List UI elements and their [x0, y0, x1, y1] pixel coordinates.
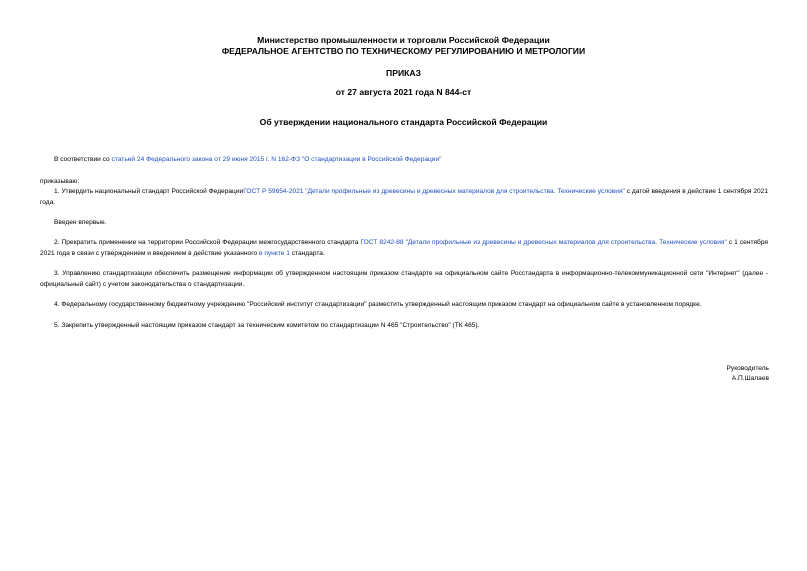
item-2-middle: с 1 сентября 2021 года в связи с утверждением и введением в действие указанного: [40, 239, 768, 257]
document-title: Об утверждении национального стандарта Российской Федерации: [259, 117, 548, 127]
agency-name: ФЕДЕРАЛЬНОЕ АГЕНТСТВО ПО ТЕХНИЧЕСКОМУ РЕГУЛИРОВАНИЮ И МЕТРОЛОГИИ: [221, 46, 586, 56]
federal-law-link[interactable]: статьей 24 Федерального закона от 29 июня 2015 г. N 162-ФЗ "О стандартизации в Российской Федерации": [111, 156, 442, 163]
signature-name: А.П.Шалаев: [731, 375, 769, 382]
item-4-paragraph: 4. Федеральному государственному бюджетному учреждению "Российский институт стандартизации" разместить утвержденный настоящим приказом стандарт на официальном сайте в установленном порядке.: [54, 301, 702, 308]
item-3-paragraph: 3. Управлению стандартизации обеспечить размещение информации об утвержденном настоящим приказом стандарте на официальном сайте Росстандарта в информационно-телекоммуникационной сети "Интернет" (далее - официальный сайт) с учетом законодательства о стандартизации.: [40, 270, 768, 288]
document-date-number: от 27 августа 2021 года N 844-ст: [335, 87, 472, 97]
item-1-prefix: 1. Утвердить национальный стандарт Российской Федерации: [54, 188, 244, 195]
item-5-paragraph: 5. Закрепить утвержденный настоящим приказом стандарт за техническим комитетом по стандартизации N 465 "Строительство" (ТК 465).: [54, 322, 480, 329]
introduced-note: Введен впервые.: [54, 219, 107, 226]
item-1-suffix: с датой введения в действие 1 сентября 2021 года.: [40, 188, 768, 206]
preamble-paragraph: [40, 155, 770, 166]
order-word: приказываю:: [40, 178, 80, 185]
document-type: ПРИКАЗ: [386, 68, 421, 78]
item-2-prefix: 2. Прекратить применение на территории Российской Федерации межгосударственного стандарта: [54, 239, 361, 246]
item-2-paragraph: [40, 238, 768, 259]
ministry-name: Министерство промышленности и торговли Российской Федерации: [257, 35, 550, 45]
item-2-suffix: стандарта.: [289, 249, 325, 257]
gost-8242-link[interactable]: ГОСТ 8242-88 "Детали профильные из древесины и древесных материалов для строительства. Технические условия": [360, 239, 727, 246]
preamble-prefix: В соответствии со: [54, 156, 112, 163]
item-1-reference-link[interactable]: в пункте 1: [258, 249, 290, 257]
item-1-paragraph: [40, 187, 768, 208]
signature-position: Руководитель: [726, 365, 769, 372]
gost-r-59654-link[interactable]: ГОСТ Р 59654-2021 "Детали профильные из древесины и древесных материалов для строительства. Технические условия": [243, 188, 625, 195]
